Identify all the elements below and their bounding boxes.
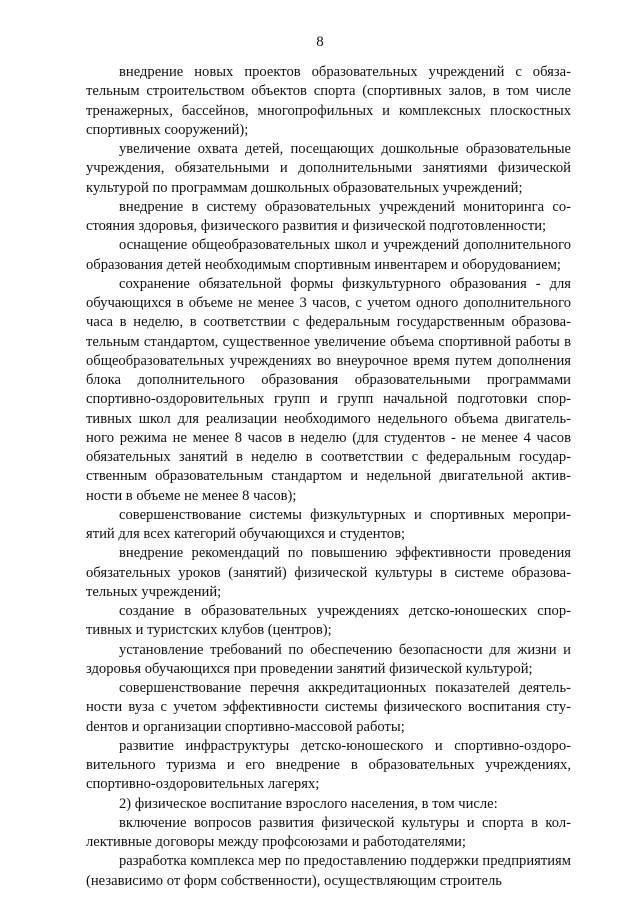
paragraph: установление требований по обеспечению безопасности для жизни и здоровья обучающихся при проведении занятий физической культурой; bbox=[86, 641, 571, 677]
paragraph: увеличение охвата детей, посещающих дошкольные образовательные учреждения, обязательными и дополнительными занятиями физической культурой по программам дошкольных образовательных учреждений; bbox=[86, 141, 571, 196]
paragraph: внедрение рекомендаций по повышению эффективности проведения обязательных уроков (занятий) физической культуры в системе образовательных учреждений; bbox=[86, 545, 571, 600]
paragraph: оснащение общеобразовательных школ и учреждений дополнительного образования детей необходимым спортивным инвентарем и оборудованием; bbox=[86, 237, 571, 273]
paragraph: развитие инфраструктуры детско-юношеского и спортивно-оздоровительного туризма и его внедрение в образовательных учреждениях, спортивно-оздоровительных лагерях; bbox=[86, 737, 571, 793]
paragraph: внедрение в систему образовательных учреждений мониторинга состояния здоровья, физического развития и физической подготовленности; bbox=[86, 198, 571, 234]
paragraph: внедрение новых проектов образовательных учреждений с обязательным строительством объектов спорта (спортивных залов, в том числе тренажерных, бассейнов, многопрофильных и комплексных плоскостных спортивных сооружений); bbox=[86, 64, 571, 138]
paragraph: включение вопросов развития физической культуры и спорта в коллективные договоры между профсоюзами и работодателями; bbox=[86, 814, 571, 850]
list-heading: 2) физическое воспитание взрослого населения, в том числе: bbox=[119, 795, 498, 812]
page-number: 8 bbox=[316, 34, 324, 50]
paragraph: совершенствование перечня аккредитационных показателей деятельности вуза с учетом эффективности системы физического воспитания стуdентов и организации спортивно-массовой работы; bbox=[86, 680, 571, 735]
document-body bbox=[86, 63, 571, 891]
paragraph: разработка комплекса мер по предоставлению поддержки предприятиям (независимо от форм собственности), осуществляющим строитель bbox=[86, 853, 571, 889]
paragraph: создание в образовательных учреждениях детско-юношеских спортивных и туристских клубов (центров); bbox=[86, 603, 571, 639]
paragraph: сохранение обязательной формы физкультурного образования - для обучающихся в объеме не менее 3 часов, с учетом одного дополнительного часа в неделю, в соответствии с федеральным государственным образовательным стандартом, существенное увеличение объема спортивной работы в общеобразовательных учреждениях во внеурочное время путем дополнения блока дополнительного образования образовательными программами спортивно-оздоровительных групп и групп начальной подготовки спортивных школ для реализации необходимого недельного объема двигательного режима не менее 8 часов в неделю (для студентов - не менее 4 часов обязательных занятий в неделю в соответствии с федеральным государственным образовательным стандартом и недельной двигательной активности в объеме не менее 8 часов); bbox=[86, 275, 571, 504]
paragraph: совершенствование системы физкультурных и спортивных мероприятий для всех категорий обучающихся и студентов; bbox=[86, 506, 571, 542]
